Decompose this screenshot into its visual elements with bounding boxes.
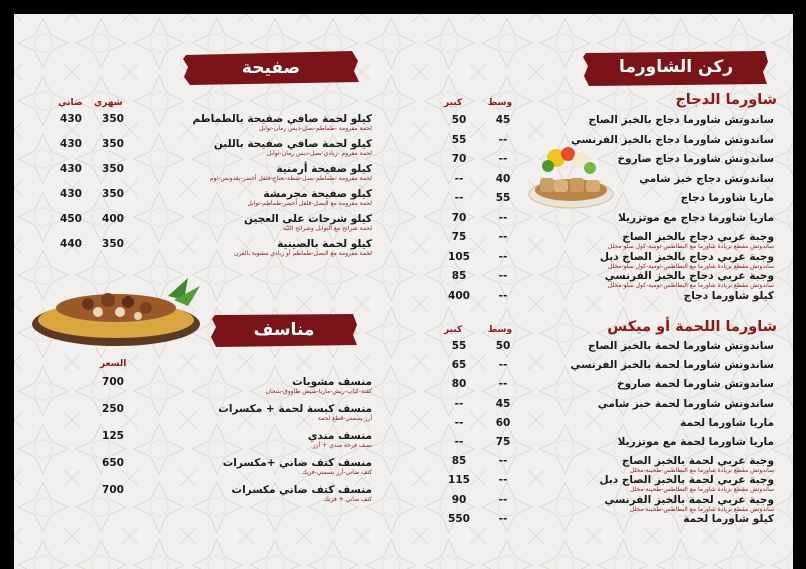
menu-item [434,417,774,433]
item-description: لحمة مفرومة -طماطم-بصل-شطة-نعناع-فلفل أخضر-بقدونس-ثوم [209,175,372,182]
chicken-col-large: كبير [444,98,463,108]
item-name: وجبة عربي لحمة بالخبز الصاج دبل [599,474,774,487]
item-name: ماريا شاورما لحمة مع موتزريلا [617,436,774,448]
item-description: لحمة مفرومة مع البصل-طماطم أو زبادي مشوية بالفرن [233,250,372,257]
price-large: -- [454,436,464,448]
item-name: منسف كتف ضاني +مكسرات [222,457,372,469]
item-name: ماريا شاورما لحمة [680,416,774,429]
menu-item [52,188,372,207]
price-medium: 60 [495,416,511,429]
price-medium: -- [498,231,508,243]
menu-item [94,430,372,449]
mansaf-col-price: السعر [100,359,127,369]
price-shamy: 350 [102,163,124,175]
menu-item [52,238,372,257]
item-name: كيلو شاورما دجاج [683,289,774,302]
menu-item [434,231,774,250]
price: 125 [102,430,124,442]
price-large: 85 [451,455,467,468]
item-name: كيلو لحمة صافي صفيحة باللبن [213,138,372,150]
item-name: كيلو لحمة صافي صفيحة بالطماطم [192,113,372,125]
menu-item [434,378,774,394]
menu-item [434,212,774,228]
item-description: ساندوتش مقطع بزيادة شاورما مع البطاطس-ثومية-كول سلو-مخلل [607,262,774,270]
price-medium: -- [498,359,508,372]
price-large: 50 [451,114,467,126]
price-medium: -- [498,512,508,525]
menu-item [434,455,774,475]
menu-item [434,270,774,289]
price-dani: 430 [60,188,82,200]
sfiha-banner [182,49,360,87]
item-name: وجبة عربي دجاج بالخبز الصاج دبل [599,250,774,263]
menu-item [434,290,774,306]
menu-item [94,403,372,422]
price-medium: 45 [495,114,511,126]
item-description: كفتة-كباب-ريش-ماريا-شيش طاووق-بتنجان [265,388,372,395]
price-large: 85 [451,270,467,282]
price-medium: -- [498,289,508,302]
menu-item [434,340,774,356]
menu-item [434,436,774,452]
menu-item [434,359,774,375]
item-description: لحمة مفرومة مع البصل-فلفل أخضر-طماطم-توابل [247,200,372,207]
item-name: ساندوتش شاورما دجاج بالخبز الفرنسي [570,133,774,146]
item-name: منسف كتف ضاني مكسرات [231,484,372,496]
shawarma-plate-image [526,144,616,210]
price-large: 75 [451,231,467,243]
menu-item [94,457,372,476]
price-large: 105 [448,250,470,263]
price: 700 [102,484,124,496]
menu-item [434,513,774,529]
price-medium: -- [498,133,508,146]
price-large: 90 [451,493,467,506]
item-name: ماريا شاورما دجاج [680,192,774,204]
price-large: 115 [448,474,470,487]
price-medium: 40 [495,172,511,185]
price-large: 550 [448,512,470,525]
item-description: ساندوتش مقطع بزيادة شاورما مع البطاطس-طحينة-مخلل [629,486,774,494]
item-name: كيلو لحمة بالصينية [277,238,372,250]
item-name: ساندوتش دجاج خبز شامي [639,172,774,185]
item-description: لحمة مفروم -زبادي-بصل-دبس رمان-توابل [266,150,372,157]
item-name: وجبة عربي دجاج بالخبز الصاج [622,231,774,243]
item-name: منسف مشويات [292,376,372,388]
menu-item [52,213,372,232]
price: 650 [102,457,124,469]
chicken-section-title: شاورما الدجاج [675,92,777,108]
shawarma-banner [583,48,769,86]
item-description: ساندوتش مقطع بزيادة شاورما مع البطاطس-طحينة-مخلل [629,505,774,513]
item-description: أرز بسمتي-قطع لحمة [317,415,372,422]
shawarma-title: ركن الشاورما [618,57,734,77]
item-name: ساندوتش شاورما لحمة خبز شامي [597,397,774,410]
item-description: لحمة شرائح مع التوابل وشرائح الليّة [282,225,372,232]
price-dani: 440 [60,238,82,250]
menu-item [52,113,372,132]
price-medium: -- [498,250,508,263]
sfiha-col-dani: ضاني [58,98,83,108]
menu-item [434,493,774,513]
item-name: كيلو شاورما لحمة [683,512,774,525]
sfiha-title: صفيحة [241,58,301,78]
price-shamy: 350 [102,188,124,200]
item-description: نصف فرخة مندي + أرز [312,442,372,449]
item-name: وجبة عربي لحمة بالخبز الفرنسي [604,493,774,506]
price-large: -- [454,172,464,185]
price-large: 80 [451,378,467,391]
meat-col-medium: وسط [488,325,513,335]
price: 250 [102,403,124,415]
price-large: -- [454,397,464,410]
menu-item [434,474,774,494]
meat-section-title: شاورما اللحمة أو ميكس [607,319,777,335]
price-medium: -- [498,211,508,224]
price-shamy: 350 [102,238,124,250]
item-description: كتف ضاني + فريك [323,496,372,503]
item-description: ساندوتش مقطع بزيادة شاورما مع البطاطس-طحينة-مخلل [629,467,774,475]
price-dani: 430 [60,138,82,150]
price-medium: -- [498,153,508,165]
item-name: كيلو صفيحة أرمنية [276,163,372,175]
price-large: -- [454,416,464,429]
price-medium: -- [498,270,508,282]
price-large: -- [454,192,464,204]
menu-item [52,163,372,182]
price-large: 55 [451,340,467,352]
menu-item [434,250,774,270]
price-large: 70 [451,153,467,165]
item-description: ساندوتش مقطع بزيادة شاورما مع البطاطس-ثومية-كول سلو-مخلل [607,282,774,289]
item-description: لحمة مفرومة -طماطم-بصل-دبس رمان-توابل [259,125,372,132]
price-large: 400 [448,289,470,302]
item-description: كتف ضاني-أرز بسمتي-فريك [301,469,372,476]
menu-item [94,484,372,503]
item-name: منسف مندي [307,430,372,442]
price-medium: -- [498,474,508,487]
price-large: 55 [451,133,467,146]
mansaf-title: مناسف [253,320,315,340]
mansaf-banner [210,311,358,349]
price-large: 70 [451,211,467,224]
price-medium: 75 [495,436,511,448]
price-medium: -- [498,455,508,468]
mansaf-plate-image [28,276,208,352]
menu-item [434,114,774,130]
chicken-col-medium: وسط [488,98,513,108]
price-dani: 450 [60,213,82,225]
menu-page [14,14,793,569]
menu-item [52,138,372,157]
item-name: ساندوتش شاورما دجاج بالخبز الصاج [588,114,774,126]
price-shamy: 400 [102,213,124,225]
price-dani: 430 [60,163,82,175]
item-name: ساندوتش شاورما لحمة بالخبز الصاج [587,340,774,352]
price-medium: -- [498,378,508,391]
menu-item [94,376,372,395]
meat-col-large: كبير [444,325,463,335]
item-name: ساندوتش شاورما دجاج صاروخ [617,153,774,165]
price-shamy: 350 [102,113,124,125]
item-name: ماريا شاورما دجاج مع موتزريلا [618,211,774,224]
price-dani: 430 [60,113,82,125]
sfiha-col-shamy: شهري [94,98,123,108]
item-description: ساندوتش مقطع بزيادة شاورما مع البطاطس-ثومية-كول سلو-مخلل [607,243,774,250]
price-medium: 55 [495,192,511,204]
price: 700 [102,376,124,388]
price-large: 65 [451,359,467,372]
item-name: كيلو شرحات على العجين [244,213,372,225]
price-medium: -- [498,493,508,506]
price-medium: 50 [495,340,511,352]
item-name: وجبة عربي لحمة بالخبز الصاج [621,455,774,468]
menu-item [434,398,774,414]
item-name: ساندوتش شاورما لحمة صاروخ [617,378,774,391]
price-medium: 45 [495,397,511,410]
item-name: كيلو صفيحة مجرمشة [263,188,372,200]
price-shamy: 350 [102,138,124,150]
item-name: ساندوتش شاورما لحمة بالخبز الفرنسي [570,359,774,372]
item-name: منسف كبسة لحمة + مكسرات [218,403,372,415]
item-name: وجبة عربي دجاج بالخبز الفرنسي [604,270,774,282]
